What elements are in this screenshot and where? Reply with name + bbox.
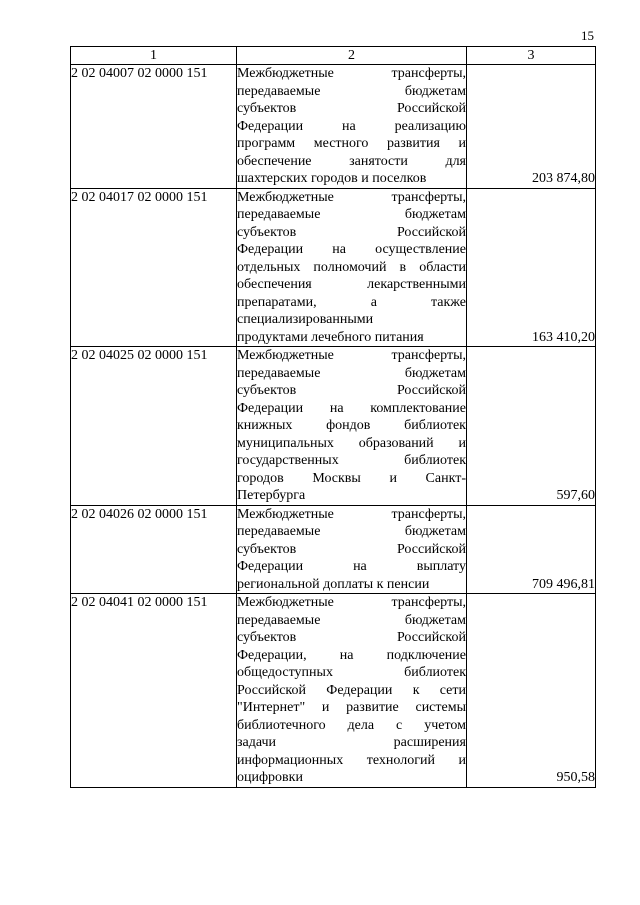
description-line: Межбюджетные трансферты, xyxy=(237,189,466,205)
description-line: Федерации, на подключение xyxy=(237,647,466,663)
description-line: Российской Федерации к сети xyxy=(237,682,466,698)
description-line: субъектов Российской xyxy=(237,224,466,240)
description-line: передаваемые бюджетам xyxy=(237,524,466,539)
description-line: передаваемые бюджетам xyxy=(237,207,466,222)
description-line: передаваемые бюджетам xyxy=(237,365,466,381)
description-line: шахтерских городов и поселков xyxy=(237,171,427,186)
description-line: отдельных полномочий в области xyxy=(237,259,466,275)
column-header-3: 3 xyxy=(467,47,596,65)
table-header-row xyxy=(71,47,596,65)
amount-cell: 163 410,20 xyxy=(467,188,596,347)
budget-table xyxy=(70,46,596,788)
description-line: оцифровки xyxy=(237,770,303,785)
description-line: задачи расширения xyxy=(237,735,466,750)
budget-code-cell: 2 02 04026 02 0000 151 xyxy=(71,505,237,594)
description-line: общедоступных библиотек xyxy=(237,665,466,680)
description-line: библиотечного дела с учетом xyxy=(237,717,466,733)
table-row xyxy=(71,188,596,347)
amount-cell: 709 496,81 xyxy=(467,505,596,594)
description-line: обеспечения лекарственными xyxy=(237,277,466,292)
amount-cell: 203 874,80 xyxy=(467,65,596,189)
budget-code-cell: 2 02 04007 02 0000 151 xyxy=(71,65,237,189)
budget-code-cell: 2 02 04041 02 0000 151 xyxy=(71,594,237,788)
description-line: передаваемые бюджетам xyxy=(237,83,466,99)
budget-code-cell: 2 02 04017 02 0000 151 xyxy=(71,188,237,347)
description-line: Межбюджетные трансферты, xyxy=(237,595,466,610)
column-header-1: 1 xyxy=(71,47,237,65)
description-line: муниципальных образований и xyxy=(237,435,466,451)
amount-cell: 597,60 xyxy=(467,347,596,506)
description-line: "Интернет" и развитие системы xyxy=(237,700,466,715)
description-line: Петербурга xyxy=(237,488,306,503)
column-header-2: 2 xyxy=(237,47,467,65)
description-line: Федерации на осуществление xyxy=(237,242,466,257)
description-cell xyxy=(237,594,467,788)
description-cell xyxy=(237,347,467,506)
table-row xyxy=(71,65,596,189)
description-line: программ местного развития и xyxy=(237,136,466,151)
description-line: субъектов Российской xyxy=(237,383,466,398)
description-line: книжных фондов библиотек xyxy=(237,418,466,433)
budget-code-cell: 2 02 04025 02 0000 151 xyxy=(71,347,237,506)
table-row xyxy=(71,347,596,506)
description-line: обеспечение занятости для xyxy=(237,153,466,169)
page-number: 15 xyxy=(581,28,594,43)
description-line: городов Москвы и Санкт- xyxy=(237,470,466,486)
table-row xyxy=(71,594,596,788)
description-line: специализированными xyxy=(237,312,374,327)
description-cell xyxy=(237,188,467,347)
description-line: передаваемые бюджетам xyxy=(237,612,466,628)
description-line: информационных технологий и xyxy=(237,752,466,768)
description-line: препаратами, а также xyxy=(237,294,466,310)
description-cell xyxy=(237,65,467,189)
description-line: региональной доплаты к пенсии xyxy=(237,576,430,592)
description-line: Федерации на выплату xyxy=(237,559,466,574)
description-line: Федерации на реализацию xyxy=(237,118,466,134)
description-line: продуктами лечебного питания xyxy=(237,329,424,345)
table-row xyxy=(71,505,596,594)
description-line: субъектов Российской xyxy=(237,541,466,557)
amount-cell: 950,58 xyxy=(467,594,596,788)
description-cell xyxy=(237,505,467,594)
description-line: Межбюджетные трансферты, xyxy=(237,506,466,522)
description-line: субъектов Российской xyxy=(237,630,466,645)
description-line: государственных библиотек xyxy=(237,453,466,468)
description-line: субъектов Российской xyxy=(237,101,466,116)
description-line: Межбюджетные трансферты, xyxy=(237,66,466,81)
description-line: Межбюджетные трансферты, xyxy=(237,348,466,363)
description-line: Федерации на комплектование xyxy=(237,400,466,416)
